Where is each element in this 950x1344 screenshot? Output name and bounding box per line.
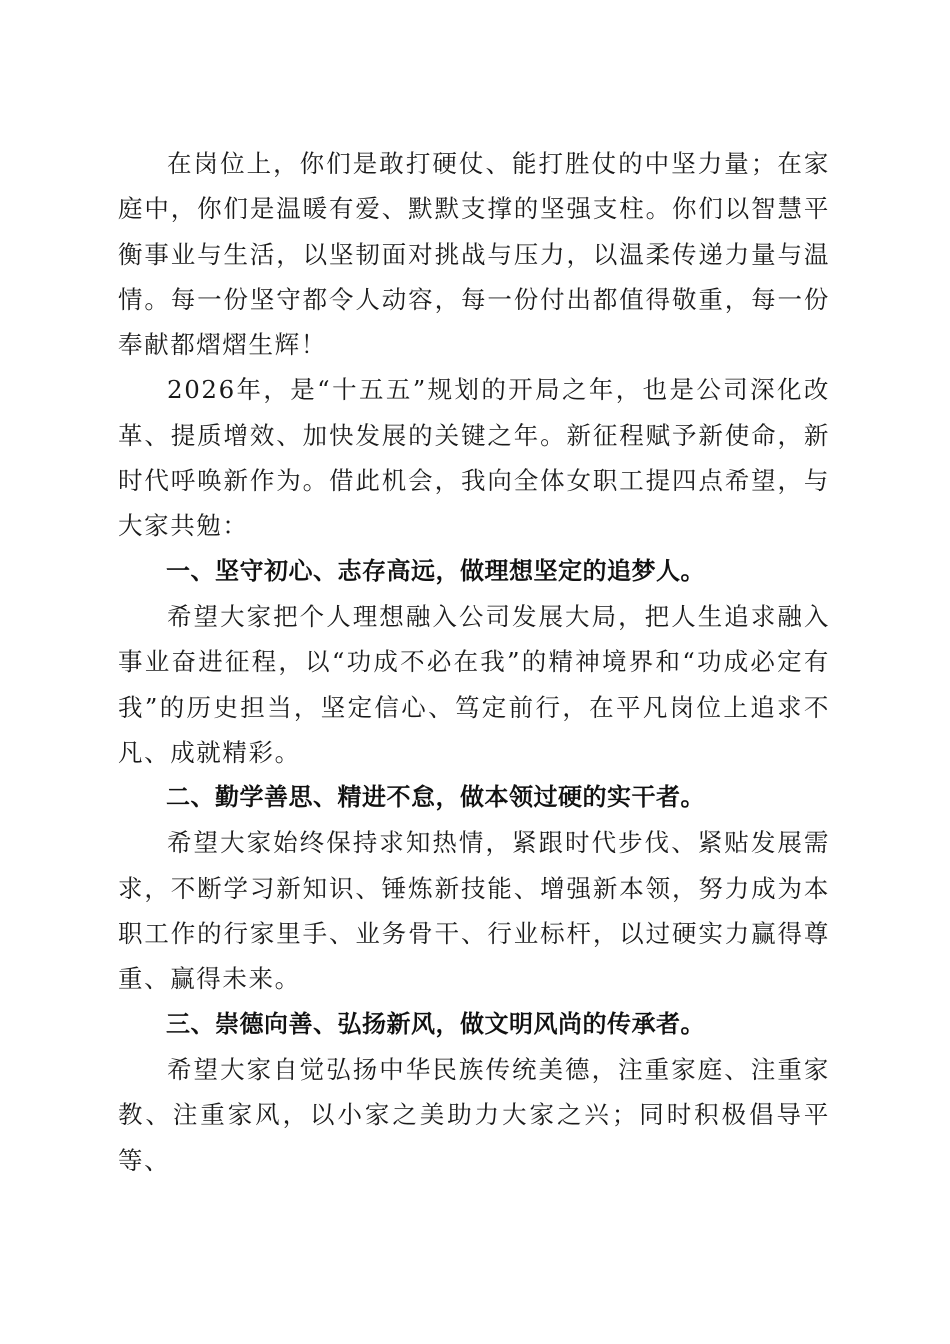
section-heading-three: 三、崇德向善、弘扬新风，做文明风尚的传承者。: [166, 1009, 705, 1038]
paragraph-section-one: 希望大家把个人理想融入公司发展大局，把人生追求融入事业奋进征程，以“功成不必在我”的精神境界和“功成必定有我”的历史担当，坚定信心、笃定前行，在平凡岗位上追求不凡、成就精彩。: [118, 601, 830, 767]
paragraph-2026-introduction: 2026年，是“十五五”规划的开局之年，也是公司深化改革、提质增效、加快发展的关键之年。新征程赋予新使命，新时代呼唤新作为。借此机会，我向全体女职工提四点希望，与大家共勉：: [118, 375, 830, 541]
paragraph-family-support: 在岗位上，你们是敢打硬仗、能打胜仗的中坚力量；在家庭中，你们是温暖有爱、默默支撑的坚强支柱。你们以智慧平衡事业与生活，以坚韧面对挑战与压力，以温柔传递力量与温情。每一份坚守都令人动容，每一份付出都值得敬重，每一份奉献都熠熠生辉！: [118, 149, 830, 360]
section-heading-one: 一、坚守初心、志存高远，做理想坚定的追梦人。: [166, 556, 705, 585]
document-body: [118, 141, 830, 1183]
paragraph-section-three: 希望大家自觉弘扬中华民族传统美德，注重家庭、注重家教、注重家风，以小家之美助力大家之兴；同时积极倡导平等、: [118, 1054, 830, 1175]
section-heading-two: 二、勤学善思、精进不怠，做本领过硬的实干者。: [166, 783, 705, 812]
paragraph-section-two: 希望大家始终保持求知热情，紧跟时代步伐、紧贴发展需求，不断学习新知识、锤炼新技能、增强新本领，努力成为本职工作的行家里手、业务骨干、行业标杆，以过硬实力赢得尊重、赢得未来。: [118, 828, 830, 994]
